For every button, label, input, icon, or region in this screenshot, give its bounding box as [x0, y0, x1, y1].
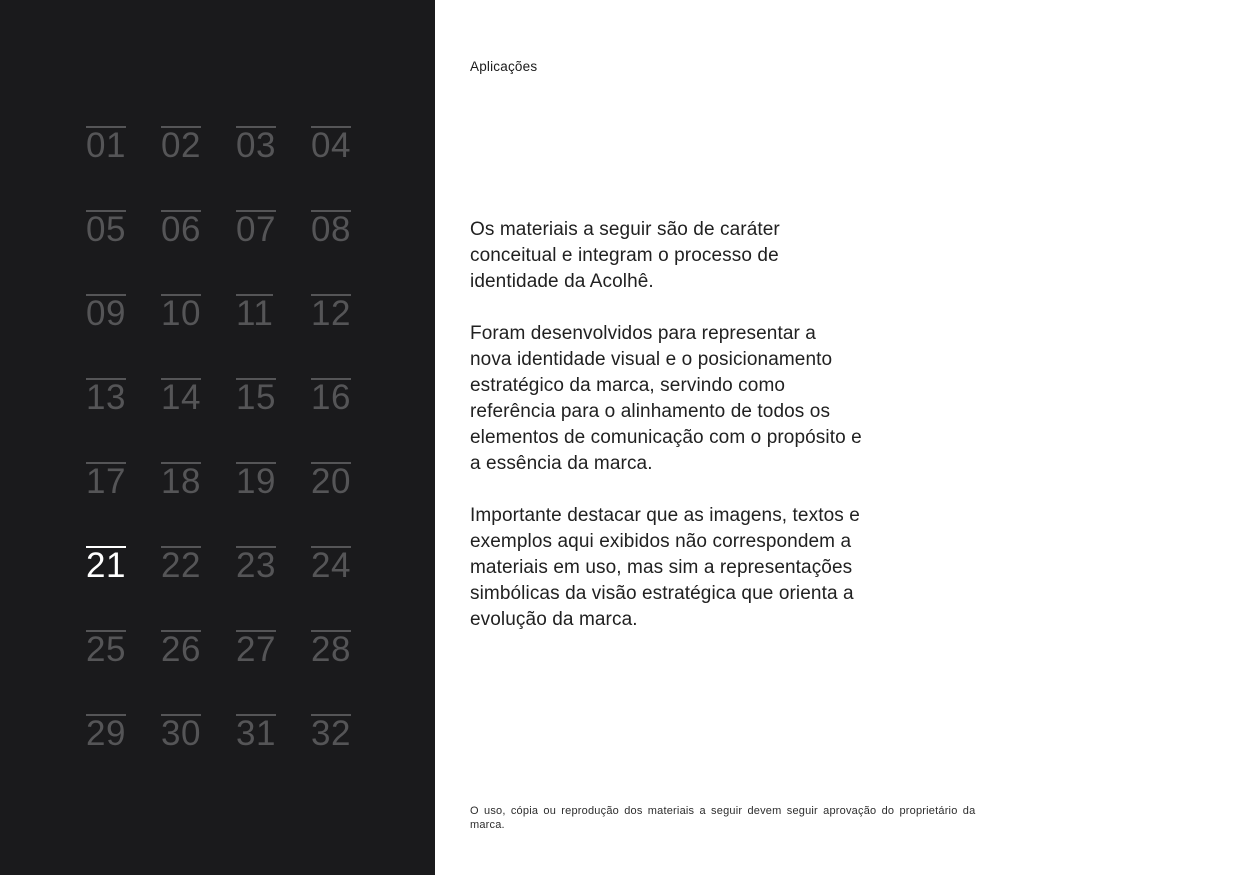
- page-index-number: 08: [311, 210, 351, 249]
- page-index-item-06[interactable]: [161, 210, 236, 248]
- page-index-item-03[interactable]: [236, 126, 311, 164]
- page-index-item-20[interactable]: [311, 462, 386, 500]
- page-index-number: 20: [311, 462, 351, 501]
- page-index-item-01[interactable]: [86, 126, 161, 164]
- page-index-number: 32: [311, 714, 351, 753]
- page-index-number: 06: [161, 210, 201, 249]
- page-index-item-04[interactable]: [311, 126, 386, 164]
- page-index-number: 12: [311, 294, 351, 333]
- page-index-item-24[interactable]: [311, 546, 386, 584]
- page-index-number: 16: [311, 378, 351, 417]
- page-index-number: 01: [86, 126, 126, 165]
- page-index-number: 19: [236, 462, 276, 501]
- page-index-item-17[interactable]: [86, 462, 161, 500]
- page-index-grid: [86, 126, 386, 752]
- page-index-item-25[interactable]: [86, 630, 161, 668]
- page-index-sidebar: [0, 0, 435, 875]
- body-paragraph-2: Foram desenvolvidos para representar a nova identidade visual e o posicionamento estratégico da marca, servindo como referência para o alinhamento de todos os elementos de comunicação com o propósito e a essência da marca.: [470, 323, 862, 474]
- page-index-number: 10: [161, 294, 201, 333]
- page-index-number: 22: [161, 546, 201, 585]
- page-index-number: 29: [86, 714, 126, 753]
- page-index-number: 07: [236, 210, 276, 249]
- page-index-number: 31: [236, 714, 276, 753]
- footer-disclaimer: O uso, cópia ou reprodução dos materiais a seguir devem seguir aprovação do proprietário da marca.: [470, 805, 976, 831]
- page-index-number: 21: [86, 546, 126, 585]
- page-index-item-26[interactable]: [161, 630, 236, 668]
- page-index-number: 30: [161, 714, 201, 753]
- page-index-number: 03: [236, 126, 276, 165]
- page-index-number: 13: [86, 378, 126, 417]
- page-index-item-22[interactable]: [161, 546, 236, 584]
- page-index-number: 09: [86, 294, 126, 333]
- page-index-item-12[interactable]: [311, 294, 386, 332]
- page-index-number: 24: [311, 546, 351, 585]
- page-index-item-02[interactable]: [161, 126, 236, 164]
- page-index-item-09[interactable]: [86, 294, 161, 332]
- page-index-item-29[interactable]: [86, 714, 161, 752]
- page-index-number: 14: [161, 378, 201, 417]
- page-index-number: 18: [161, 462, 201, 501]
- page-index-item-18[interactable]: [161, 462, 236, 500]
- page-index-item-13[interactable]: [86, 378, 161, 416]
- page-index-number: 23: [236, 546, 276, 585]
- page-index-number: 11: [236, 294, 274, 333]
- page-index-item-32[interactable]: [311, 714, 386, 752]
- page-index-item-28[interactable]: [311, 630, 386, 668]
- page-index-number: 05: [86, 210, 126, 249]
- page-index-item-21[interactable]: [86, 546, 161, 584]
- page-index-item-14[interactable]: [161, 378, 236, 416]
- page-index-item-31[interactable]: [236, 714, 311, 752]
- page-index-number: 02: [161, 126, 201, 165]
- page-index-number: 25: [86, 630, 126, 669]
- body-copy: [470, 217, 862, 633]
- section-label: Aplicações: [470, 59, 538, 74]
- page-index-item-19[interactable]: [236, 462, 311, 500]
- page-index-item-08[interactable]: [311, 210, 386, 248]
- page-index-number: 26: [161, 630, 201, 669]
- page-index-item-07[interactable]: [236, 210, 311, 248]
- page-index-item-05[interactable]: [86, 210, 161, 248]
- page-index-number: 04: [311, 126, 351, 165]
- page-index-number: 15: [236, 378, 276, 417]
- body-paragraph-1: Os materiais a seguir são de caráter conceitual e integram o processo de identidade da Acolhê.: [470, 219, 780, 292]
- page-index-item-15[interactable]: [236, 378, 311, 416]
- page-index-item-30[interactable]: [161, 714, 236, 752]
- page-index-number: 27: [236, 630, 276, 669]
- page-index-item-27[interactable]: [236, 630, 311, 668]
- body-paragraph-3: Importante destacar que as imagens, textos e exemplos aqui exibidos não correspondem a materiais em uso, mas sim a representações simbólicas da visão estratégica que orienta a evolução da marca.: [470, 505, 860, 630]
- content-area: [435, 0, 1241, 875]
- page-index-number: 17: [86, 462, 126, 501]
- page-index-item-11[interactable]: [236, 294, 311, 332]
- page-index-item-23[interactable]: [236, 546, 311, 584]
- page-index-item-10[interactable]: [161, 294, 236, 332]
- page-index-number: 28: [311, 630, 351, 669]
- page-index-item-16[interactable]: [311, 378, 386, 416]
